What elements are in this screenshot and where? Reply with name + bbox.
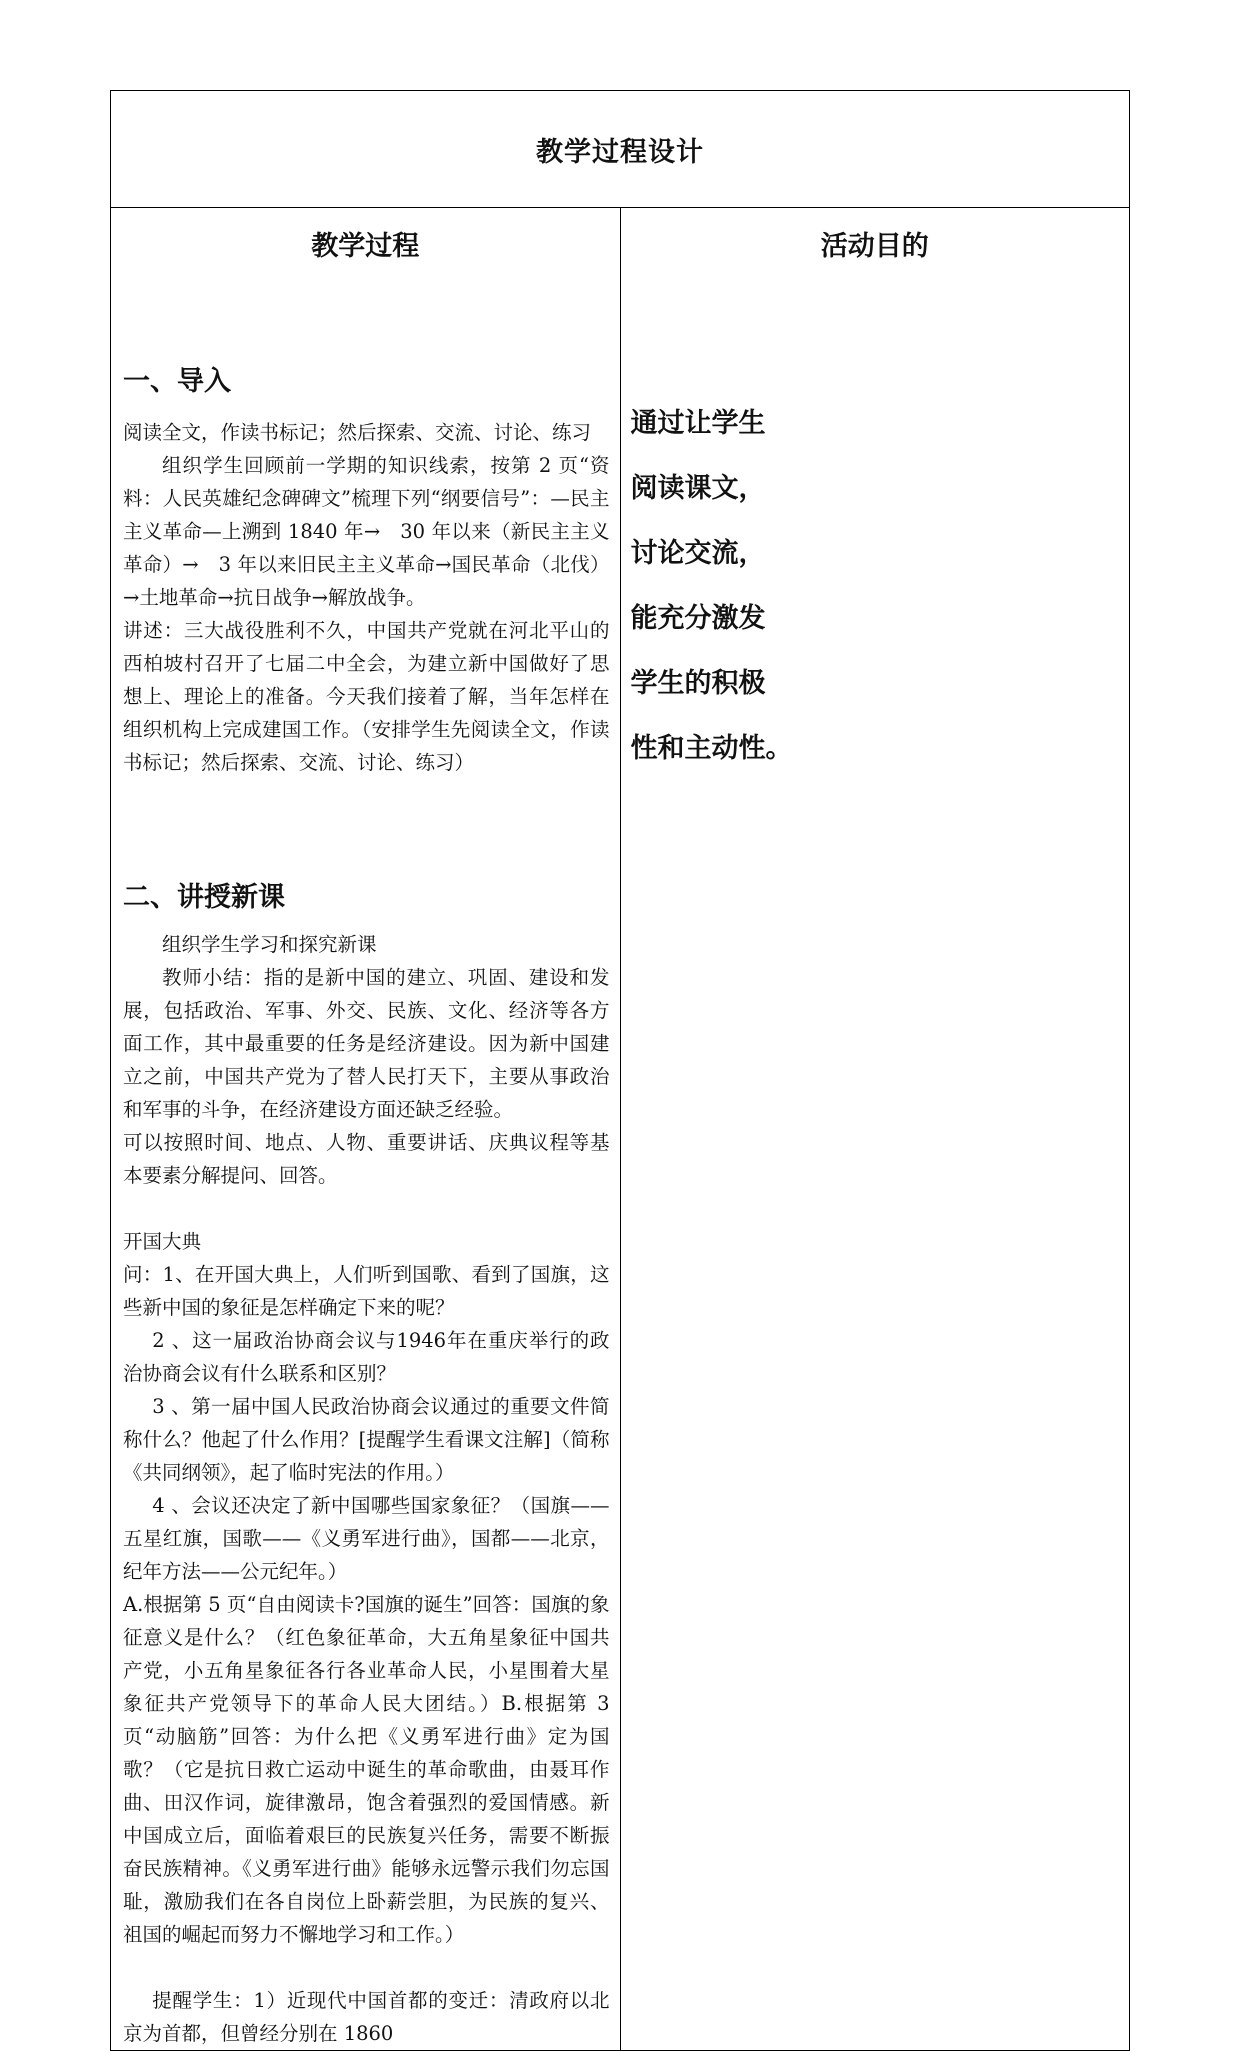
question-4: 4 、会议还决定了新中国哪些国家象征？（国旗——五星红旗，国歌——《义勇军进行曲》，国都——北京，纪年方法——公元纪年。） (123, 1494, 610, 1583)
spacer (123, 1951, 610, 1984)
purpose-line: 通过让学生 (630, 408, 766, 439)
purpose-text (621, 391, 1130, 781)
purpose-line: 能充分激发 (630, 603, 766, 634)
lesson-paragraph-1: 组织学生学习和探究新课 (162, 933, 377, 956)
body-row (111, 208, 1130, 2051)
purpose-line: 阅读课文， (630, 473, 766, 504)
lesson-paragraph-4: 开国大典 (123, 1230, 202, 1253)
lesson-paragraph-3: 可以按照时间、地点、人物、重要讲话、庆典议程等基本要素分解提问、回答。 (123, 1131, 610, 1187)
purpose-line: 讨论交流， (630, 538, 766, 569)
lesson-design-table (110, 90, 1130, 2051)
section-new-lesson-heading: 二、讲授新课 (123, 882, 285, 913)
table-title: 教学过程设计 (536, 136, 704, 168)
purpose-line: 性和主动性。 (630, 733, 793, 764)
purpose-column-header: 活动目的 (820, 231, 929, 262)
question-1: 问：1、在开国大典上，人们听到国歌、看到了国旗，这些新中国的象征是怎样确定下来的呢？ (123, 1263, 610, 1319)
question-2: 2 、这一届政治协商会议与1946年在重庆举行的政治协商会议有什么联系和区别？ (123, 1329, 610, 1385)
title-row (111, 91, 1130, 208)
answer-paragraph: A.根据第 5 页“自由阅读卡?国旗的诞生”回答：国旗的象征意义是什么？（红色象征革命，大五角星象征中国共产党，小五角星象征各行各业革命人民，小星围着大星象征共产党领导下的革命人民大团结。）B.根据第 3 页“动脑筋”回答：为什么把《义勇军进行曲》定为国歌？（它是抗日救亡运动中诞生的革命歌曲，由聂耳作曲、田汉作词，旋律激昂，饱含着强烈的爱国情感。新中国成立后，面临着艰巨的民族复兴任务，需要不断振奋民族精神。《义勇军进行曲》能够永远警示我们勿忘国耻，激励我们在各自岗位上卧薪尝胆，为民族的复兴、祖国的崛起而努力不懈地学习和工作。） (123, 1593, 610, 1946)
intro-paragraph-1: 阅读全文，作读书标记；然后探索、交流、讨论、练习 (123, 421, 592, 444)
intro-paragraph-3: 讲述：三大战役胜利不久，中国共产党就在河北平山的西柏坡村召开了七届二中全会，为建立新中国做好了思想上、理论上的准备。今天我们接着了解，当年怎样在组织机构上完成建国工作。（安排学生先阅读全文，作读书标记；然后探索、交流、讨论、练习） (123, 619, 610, 774)
reminder-paragraph: 提醒学生：1）近现代中国首都的变迁：清政府以北京为首都，但曾经分别在 1860 (123, 1989, 610, 2045)
process-column-header: 教学过程 (311, 231, 420, 262)
spacer (123, 1192, 610, 1225)
process-content (111, 359, 620, 2050)
section-intro-heading: 一、导入 (123, 366, 231, 397)
lesson-paragraph-2: 教师小结：指的是新中国的建立、巩固、建设和发展，包括政治、军事、外交、民族、文化、经济等各方面工作，其中最重要的任务是经济建设。因为新中国建立之前，中国共产党为了替人民打天下，主要从事政治和军事的斗争，在经济建设方面还缺乏经验。 (123, 966, 610, 1121)
process-cell (111, 208, 621, 2051)
purpose-cell (620, 208, 1130, 2051)
intro-paragraph-2: 组织学生回顾前一学期的知识线索，按第 2 页“资料：人民英雄纪念碑碑文”梳理下列“纲要信号”：—民主主义革命—上溯到 1840 年→ 30 年以来（新民主主义革命）→ 3 年以来旧民主主义革命→国民革命（北伐）→土地革命→抗日战争→解放战争。 (123, 454, 610, 609)
title-cell (111, 91, 1130, 208)
purpose-line: 学生的积极 (630, 668, 766, 699)
question-3: 3 、第一届中国人民政治协商会议通过的重要文件简称什么？他起了什么作用？[提醒学生看课文注解]（简称《共同纲领》，起了临时宪法的作用。） (123, 1395, 610, 1484)
